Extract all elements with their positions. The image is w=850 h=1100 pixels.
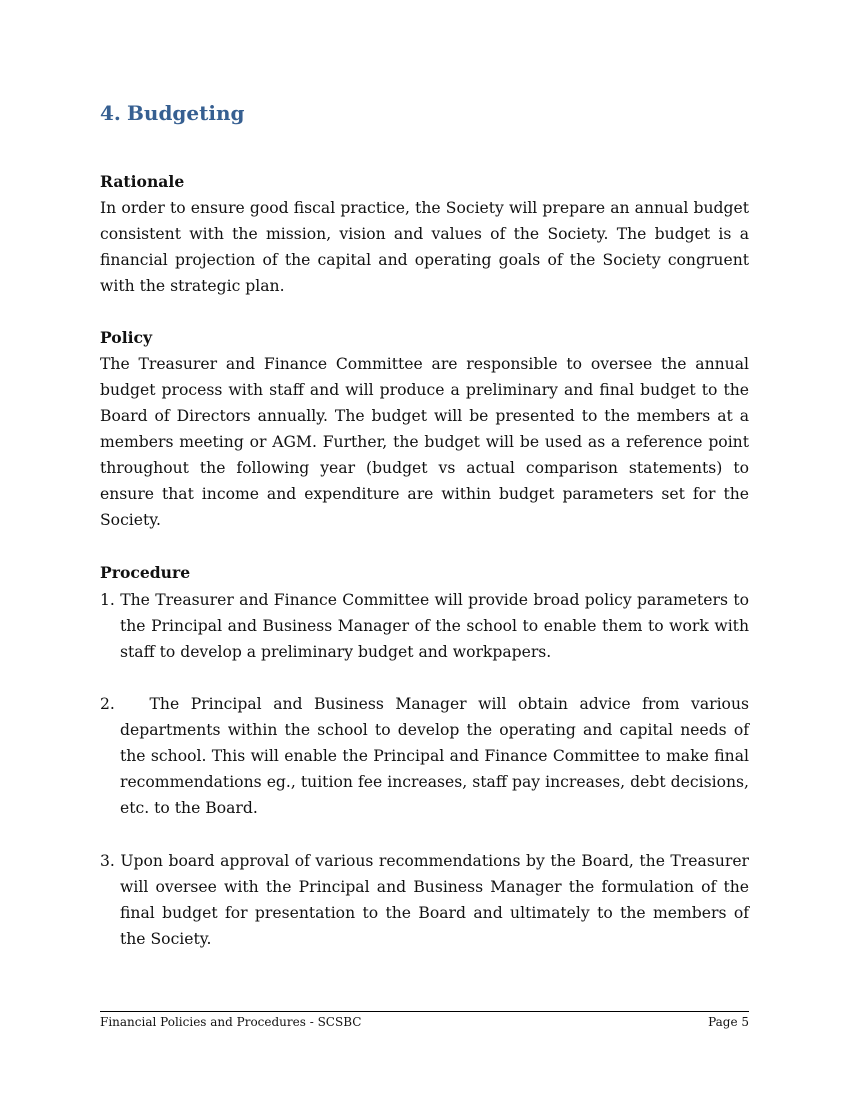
procedure-item-number: 1.: [100, 591, 115, 609]
procedure-title: Procedure: [100, 563, 191, 582]
rationale-title: Rationale: [100, 172, 185, 191]
rationale-section: [100, 169, 749, 299]
rationale-text: In order to ensure good fiscal practice, the Society will prepare an annual budget consistent with the mission, vision and values of the Society. The budget is a financial projection of the capital and operating goals of the Society congruent with the strategic plan.: [100, 199, 749, 295]
section-title: Budgeting: [127, 101, 245, 125]
procedure-item-text: departments within the school to develop the operating and capital needs of the school. This will enable the Principal and Finance Committee to make final recommendations eg., tuition fee increases, staff pay increases, debt decisions, etc. to the Board.: [120, 721, 749, 817]
page-footer: [100, 1014, 749, 1030]
procedure-item: [100, 691, 749, 821]
footer-divider: [100, 1011, 749, 1012]
section-number: 4.: [100, 101, 121, 125]
procedure-item-first-line: 2. The Principal and Business Manager will obtain advice from various: [100, 695, 749, 713]
footer-document-title: Financial Policies and Procedures - SCSBC: [100, 1015, 362, 1029]
policy-section: [100, 325, 749, 533]
policy-title: Policy: [100, 328, 153, 347]
procedure-item: [100, 848, 749, 952]
procedure-item-text: will oversee with the Principal and Business Manager the formulation of the final budget for presentation to the Board and ultimately to the members of the Society.: [120, 878, 749, 948]
section-heading: [100, 99, 245, 127]
policy-text: The Treasurer and Finance Committee are responsible to oversee the annual budget process with staff and will produce a preliminary and final budget to the Board of Directors annually. The budget will be presented to the members at a members meeting or AGM. Further, the budget will be used as a reference point throughout the following year (budget vs actual comparison statements) to ensure that income and expenditure are within budget parameters set for the Society.: [100, 355, 749, 529]
procedure-item-first-line: 3. Upon board approval of various recommendations by the Board, the Treasurer: [100, 852, 749, 870]
document-page: [100, 0, 749, 1100]
procedure-item: [100, 587, 749, 665]
procedure-item-text: the Principal and Business Manager of the school to enable them to work with staff to develop a preliminary budget and workpapers.: [120, 617, 749, 661]
procedure-item-first-line: 1. The Treasurer and Finance Committee will provide broad policy parameters to: [100, 591, 749, 609]
procedure-section: [100, 560, 749, 586]
procedure-item-number: 2.: [100, 695, 115, 713]
footer-page-number: Page 5: [708, 1015, 749, 1029]
procedure-item-number: 3.: [100, 852, 115, 870]
